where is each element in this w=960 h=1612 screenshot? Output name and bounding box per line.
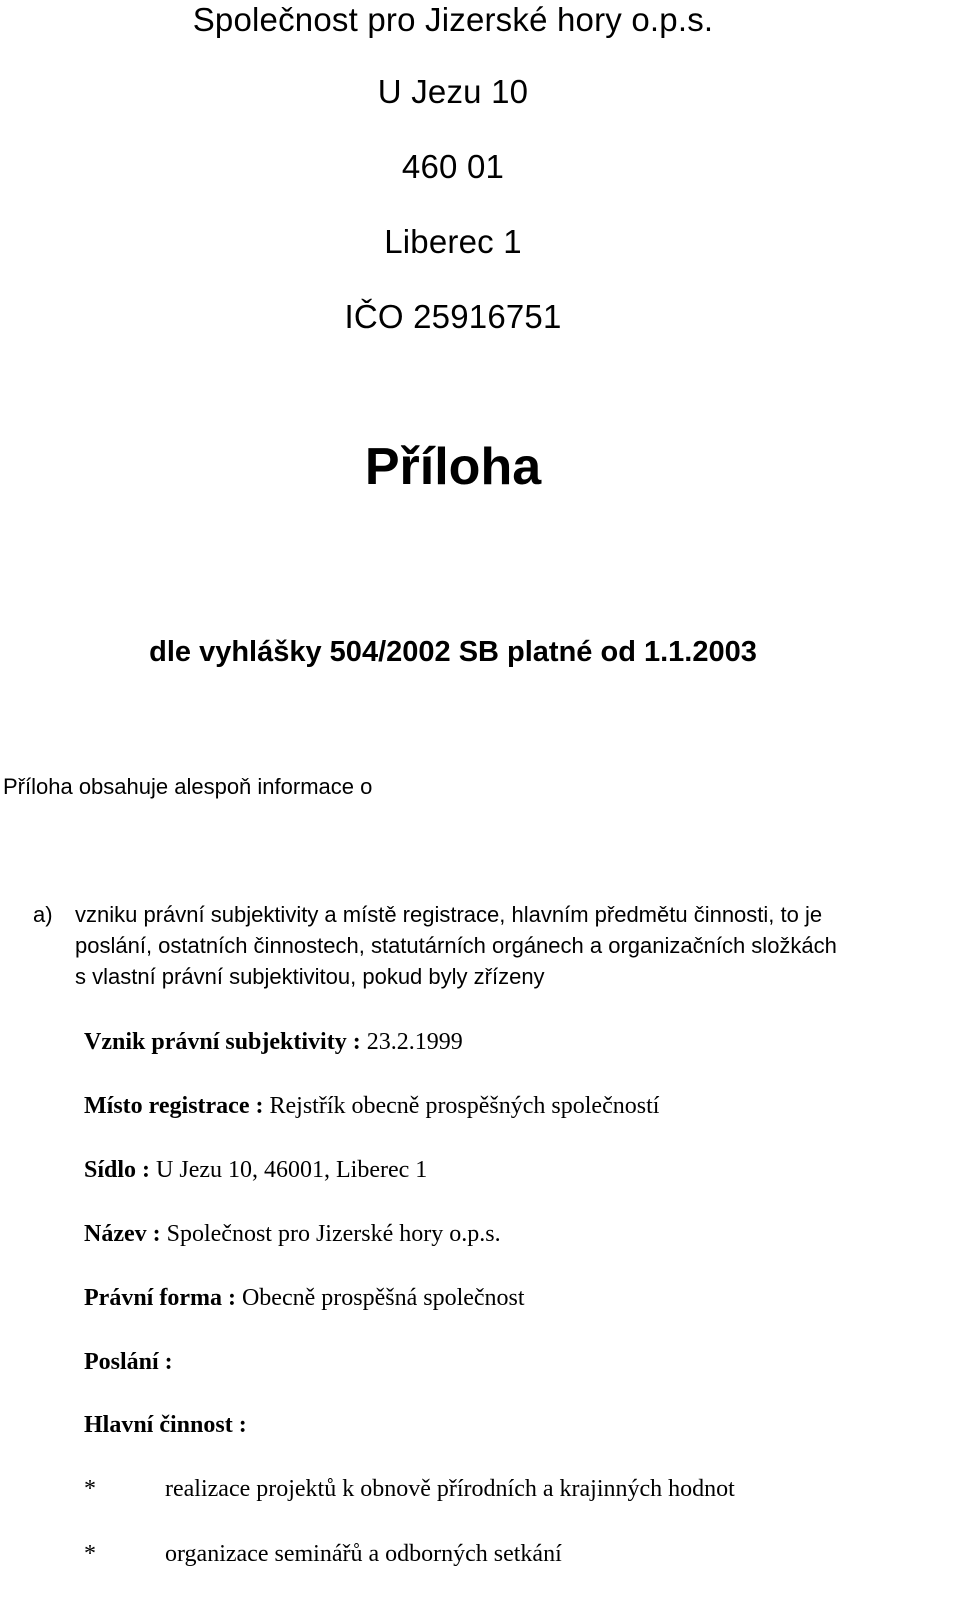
fact-legal-form [84,1282,525,1314]
ico-number: IČO 25916751 [344,298,562,335]
item-a-marker: a) [33,902,53,927]
fact-label: Hlavní činnost : [84,1412,247,1438]
page-subtitle: dle vyhlášky 504/2002 SB platné od 1.1.2003 [149,636,757,668]
fact-label: Název : [84,1221,167,1247]
fact-label: Poslání : [84,1349,173,1375]
fact-label: Vznik právní subjektivity : [84,1029,367,1055]
fact-label: Sídlo : [84,1157,157,1183]
fact-name [84,1218,501,1250]
item-a-line-1: vzniku právní subjektivity a místě registrace, hlavním předmětu činnosti, to je [75,902,823,927]
page-title: Příloha [364,438,542,496]
fact-seat [84,1154,427,1186]
fact-value: Obecně prospěšná společnost [241,1285,525,1311]
fact-registration [84,1090,659,1122]
fact-label: Místo registrace : [84,1093,270,1119]
list-item: realizace projektů k obnově přírodních a krajinných hodnot [165,1476,735,1502]
fact-mission [84,1346,173,1378]
fact-main-activity [84,1409,247,1441]
item-a-line-2: poslání, ostatních činnostech, statutárních orgánech a organizačních složkách [75,933,837,958]
list-item-bullet: * [84,1476,96,1502]
organization-name: Společnost pro Jizerské hory o.p.s. [192,1,714,38]
list-item: organizace seminářů a odborných setkání [165,1541,562,1567]
fact-founding [84,1026,463,1058]
item-a-line-3: s vlastní právní subjektivitou, pokud byly zřízeny [75,964,545,989]
fact-value: U Jezu 10, 46001, Liberec 1 [156,1157,428,1183]
city: Liberec 1 [384,223,522,260]
fact-value: Společnost pro Jizerské hory o.p.s. [166,1221,501,1247]
postal-code: 460 01 [401,148,505,185]
street-address: U Jezu 10 [377,73,529,110]
intro-text: Příloha obsahuje alespoň informace o [3,774,373,799]
fact-label: Právní forma : [84,1285,242,1311]
fact-value: 23.2.1999 [366,1029,463,1055]
fact-value: Rejstřík obecně prospěšných společností [269,1093,660,1119]
list-item-bullet: * [84,1541,96,1567]
